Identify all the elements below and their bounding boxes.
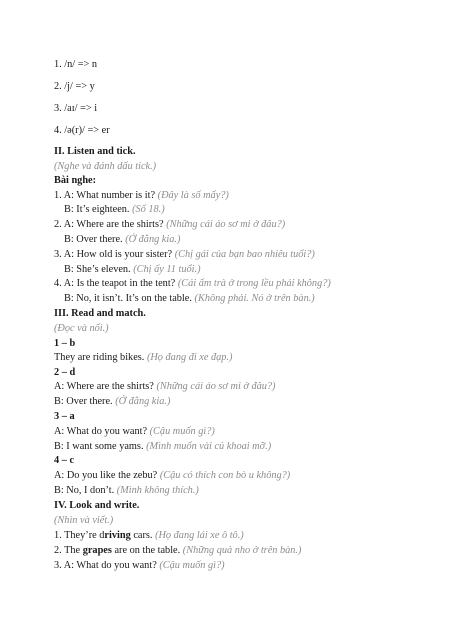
- match-line: [54, 440, 271, 454]
- section-3-subtitle: (Đọc và nối.): [54, 323, 109, 334]
- script-line-text: 1. A: What number is it?: [54, 190, 156, 201]
- script-line-text: B: No, it isn’t. It’s on the table.: [64, 293, 192, 304]
- script-line-3: [54, 218, 285, 232]
- write-line-text: cars.: [130, 530, 153, 541]
- match-line: [54, 425, 215, 439]
- script-line-translation: (Số 18.): [132, 204, 165, 215]
- section-3-title: III. Read and match.: [54, 308, 146, 319]
- write-line-text: 2. The: [54, 545, 83, 556]
- script-line-8: [64, 292, 315, 306]
- script-line-translation: (Chị gái của bạn bao nhiêu tuổi?): [174, 249, 315, 260]
- match-key-1: 1 – b: [54, 338, 76, 349]
- match-line: [54, 469, 290, 483]
- script-line-text: B: Over there.: [64, 234, 123, 245]
- script-line-text: 4. A: Is the teapot in the tent?: [54, 278, 176, 289]
- phonics-item-4: 4. /ə(r)/ => er: [54, 125, 110, 136]
- phonics-item-2: 2. /j/ => y: [54, 81, 95, 92]
- write-line-translation: (Cậu muốn gì?): [159, 560, 225, 571]
- write-line-text: are on the table.: [111, 545, 181, 556]
- phonics-item-3: 3. /aɪ/ => i: [54, 103, 98, 114]
- section-4-subtitle: (Nhìn và viết.): [54, 515, 114, 526]
- match-key-3: 3 – a: [54, 411, 75, 422]
- script-line-5: [54, 248, 315, 262]
- script-line-text: B: She’s eleven.: [64, 264, 131, 275]
- match-line-translation: (Cậu có thích con bò u không?): [159, 470, 291, 481]
- match-line-text: A: Where are the shirts?: [54, 381, 154, 392]
- match-line: [54, 380, 275, 394]
- match-line-text: A: What do you want?: [54, 426, 148, 437]
- write-line-3: [54, 559, 225, 573]
- script-line-text: 2. A: Where are the shirts?: [54, 219, 164, 230]
- script-line-translation: (Ở đằng kia.): [125, 234, 181, 245]
- match-line-translation: (Những cái áo sơ mi ở đâu?): [156, 381, 276, 392]
- section-2-subtitle: (Nghe và đánh dấu tick.): [54, 161, 157, 172]
- match-line: [54, 395, 170, 409]
- match-line-translation: (Mình muốn vài củ khoai mỡ.): [146, 441, 272, 452]
- write-line-translation: (Những quả nho ở trên bàn.): [182, 545, 302, 556]
- listening-script-label: Bài nghe:: [54, 175, 97, 186]
- script-line-7: [54, 277, 331, 291]
- script-line-2: [64, 203, 165, 217]
- write-line-answer: grapes: [82, 545, 112, 556]
- section-4-title: IV. Look and write.: [54, 500, 140, 511]
- match-line-translation: (Mình không thích.): [116, 485, 199, 496]
- script-line-translation: (Cái ấm trà ở trong lều phải không?): [177, 278, 331, 289]
- script-line-translation: (Chị ấy 11 tuổi.): [133, 264, 201, 275]
- section-2-title: II. Listen and tick.: [54, 146, 136, 157]
- write-line-text: 1. They’re d: [54, 530, 105, 541]
- script-line-4: [64, 233, 180, 247]
- match-line: [54, 351, 232, 365]
- script-line-text: 3. A: How old is your sister?: [54, 249, 173, 260]
- script-line-6: [64, 263, 201, 277]
- match-line-translation: (Cậu muốn gì?): [149, 426, 215, 437]
- match-key-2: 2 – d: [54, 367, 76, 378]
- write-line-translation: (Họ đang lái xe ô tô.): [155, 530, 244, 541]
- match-line-translation: (Ở đằng kia.): [115, 396, 171, 407]
- match-key-4: 4 – c: [54, 455, 75, 466]
- script-line-translation: (Không phải. Nó ở trên bàn.): [194, 293, 315, 304]
- match-line: [54, 484, 199, 498]
- script-line-translation: (Đây là số mấy?): [157, 190, 229, 201]
- match-line-text: B: Over there.: [54, 396, 113, 407]
- match-line-text: A: Do you like the zebu?: [54, 470, 158, 481]
- script-line-text: B: It’s eighteen.: [64, 204, 130, 215]
- match-line-text: B: I want some yams.: [54, 441, 144, 452]
- write-line-answer: riving: [104, 530, 131, 541]
- script-line-1: [54, 189, 229, 203]
- write-line-2: [54, 544, 301, 558]
- match-line-text: B: No, I don’t.: [54, 485, 115, 496]
- script-line-translation: (Những cái áo sơ mi ở đâu?): [166, 219, 286, 230]
- match-line-text: They are riding bikes.: [54, 352, 145, 363]
- match-line-translation: (Họ đang đi xe đạp.): [146, 352, 233, 363]
- write-line-text: 3. A: What do you want?: [54, 560, 157, 571]
- phonics-item-1: 1. /n/ => n: [54, 59, 98, 70]
- write-line-1: [54, 529, 244, 543]
